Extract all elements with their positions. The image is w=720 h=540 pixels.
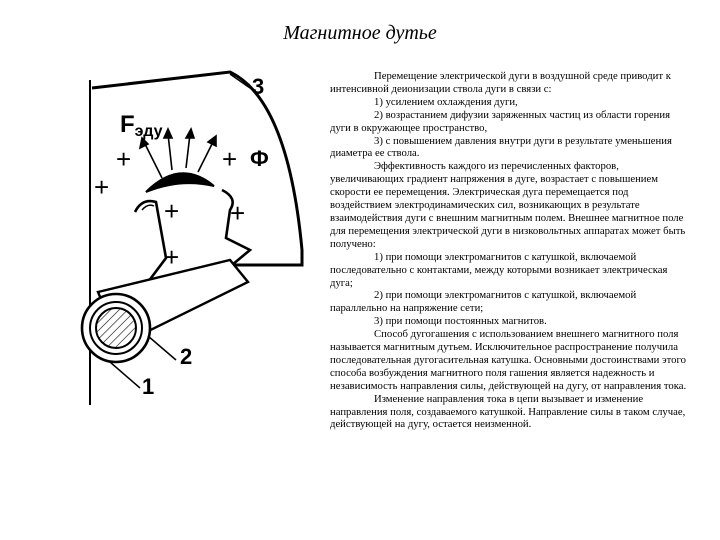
list-item: 1) при помощи электромагнитов с катушкой, включаемой последовательно с контактами, между которыми возникает электрическая дуга;: [330, 250, 668, 289]
callout-label-2: 2: [180, 344, 193, 369]
plus-sign: +: [164, 242, 180, 272]
callout-label-3: 3: [252, 74, 265, 99]
plus-sign: +: [164, 196, 180, 226]
paragraph: Перемещение электрической дуги в воздушной среде приводит к интенсивной деионизации ствола дуги в связи с:: [330, 70, 671, 95]
list-item: 1) усилением охлаждения дуги,: [374, 95, 518, 108]
callout-label-1: 1: [142, 374, 155, 399]
plus-sign: +: [116, 144, 132, 174]
magnetic-blowout-diagram: [80, 60, 316, 420]
plus-sign: +: [230, 198, 246, 228]
plus-sign: +: [222, 144, 238, 174]
plus-sign: +: [94, 172, 110, 202]
body-text: [330, 70, 692, 431]
callout-leader-2: [148, 336, 176, 360]
paragraph: Способ дугогашения с использованием внешнего магнитного поля называется магнитным дутьем. Исключительное распространение получила последовательная дугогасительная катушка. Основными достоинствами этого способа возбуждения магнитного поля гашения является надежность и независимость направления силы, действующей на дугу, от направления тока.: [330, 328, 687, 392]
paragraph: Эффективность каждого из перечисленных факторов, увеличивающих градиент напряжения в дуге, возрастает с повышением скорости ее перемещения. Электрическая дуга перемещается под воздействием электродинамических сил, возникающих в результате взаимодействия дуги с внешним магнитным полем. Внешнее магнитное поле для перемещения электрической дуги в низковольтных аппаратах может быть получено:: [330, 160, 686, 250]
list-item: 2) при помощи электромагнитов с катушкой, включаемой параллельно на напряжение сети;: [330, 289, 637, 315]
coil-core: [96, 308, 136, 348]
callout-leader-1: [110, 362, 140, 388]
callout-leader-3: [230, 74, 250, 88]
paragraph: Изменение направления тока в цепи вызывает и изменение направления поля, создаваемого катушкой. Направление силы в таком случае, действующей на дугу, остается неизменной.: [330, 392, 686, 431]
list-item: 3) с повышением давления внутри дуги в результате уменьшения диаметра ее ствола.: [330, 134, 672, 160]
electric-arc: [146, 173, 214, 192]
list-item: 3) при помощи постоянных магнитов.: [374, 315, 547, 328]
force-label: Fэду: [120, 111, 163, 140]
slide-title: Магнитное дутье: [283, 22, 437, 44]
flux-label: Ф: [250, 146, 269, 171]
list-item: 2) возрастанием дифузии заряженных частиц из области горения дуги в окружающее пространство,: [330, 108, 671, 134]
